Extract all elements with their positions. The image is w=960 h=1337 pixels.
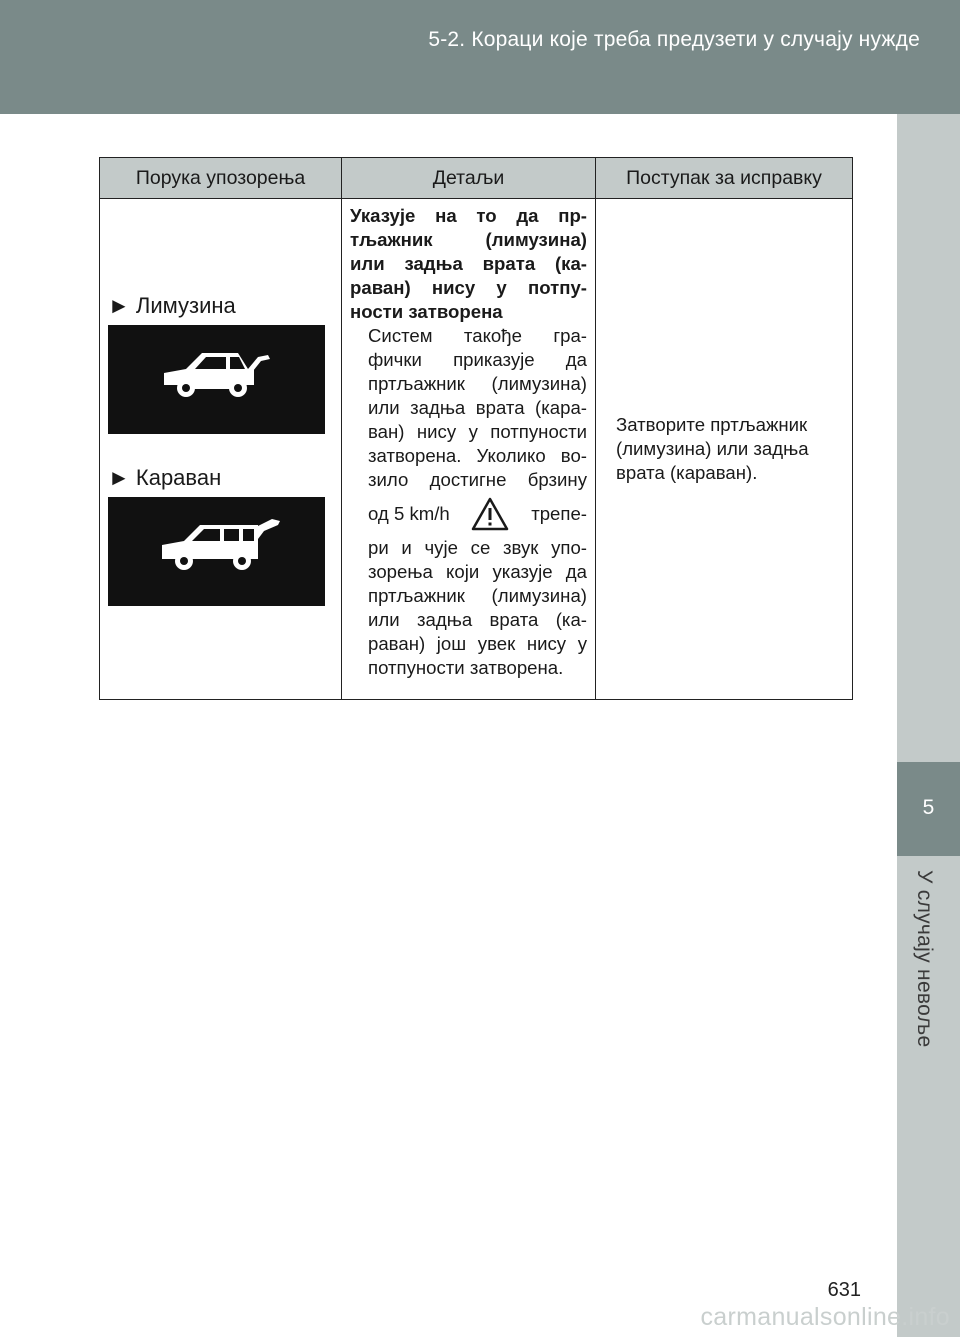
details-cell: [342, 199, 596, 700]
watermark: carmanualsonline.info: [700, 1303, 950, 1331]
variant-label: ► Караван: [108, 465, 222, 490]
details-line: Систем такође гра-: [368, 325, 587, 346]
speed-text: од 5 km/h: [368, 503, 450, 524]
details-line: зорења који указује да: [368, 561, 587, 582]
column-header: Детаљи: [342, 158, 596, 199]
page-header: [0, 0, 960, 114]
warning-triangle-icon: [470, 496, 510, 532]
details-heading: [350, 204, 587, 324]
corrective-action-text: Затворите пртљажник (лимузина) или задња врата (караван).: [616, 414, 809, 483]
chapter-number: 5: [922, 796, 935, 819]
details-heading-line: ности затворена: [350, 301, 503, 322]
table-row: [100, 199, 853, 700]
warning-message-cell: [100, 199, 342, 700]
details-line: потпуности затворена.: [368, 657, 564, 678]
chapter-side-tab: [897, 114, 960, 1337]
details-line: ри и чује се звук упо-: [368, 537, 587, 558]
details-line: пртљажник (лимузина): [368, 373, 587, 394]
details-speed-suffix: трепе-: [531, 503, 587, 524]
warning-table: [99, 157, 853, 700]
details-heading-line: тљажник (лимузина): [350, 229, 587, 250]
table-header-row: [100, 158, 853, 199]
chapter-title: У случају невоље: [913, 870, 936, 1048]
details-speed-line: [368, 492, 587, 536]
column-header: Порука упозорења: [100, 158, 342, 199]
details-heading-line: или задња врата (ка-: [350, 253, 587, 274]
details-line: или задња врата (ка-: [368, 609, 587, 630]
details-line: раван) још увек нису у: [368, 633, 587, 654]
variant-wagon: [108, 465, 325, 606]
details-line: затворена. Уколико во-: [368, 445, 587, 466]
details-body: [368, 324, 587, 680]
details-heading-line: Указује на то да пр-: [350, 205, 587, 226]
details-line: фички приказује да: [368, 349, 587, 370]
warning-display: [108, 497, 325, 606]
warning-display: [108, 325, 325, 434]
details-line: или задња врата (кара-: [368, 397, 587, 418]
page-number: 631: [827, 1279, 861, 1301]
details-line: пртљажник (лимузина): [368, 585, 587, 606]
details-line: ван) нису у потпуности: [368, 421, 587, 442]
details-heading-line: раван) нису у потпу-: [350, 277, 587, 298]
variant-label: ► Лимузина: [108, 293, 236, 318]
section-title: 5-2. Кораци које треба предузети у случају нужде: [428, 28, 920, 51]
corrective-action-cell: [596, 199, 853, 700]
details-line: зило достигне брзину: [368, 469, 587, 490]
wagon-liftgate-open-icon: [108, 497, 325, 606]
chapter-number-box: [897, 762, 960, 856]
sedan-trunk-open-icon: [108, 325, 325, 434]
variant-sedan: [108, 293, 325, 434]
column-header: Поступак за исправку: [596, 158, 853, 199]
